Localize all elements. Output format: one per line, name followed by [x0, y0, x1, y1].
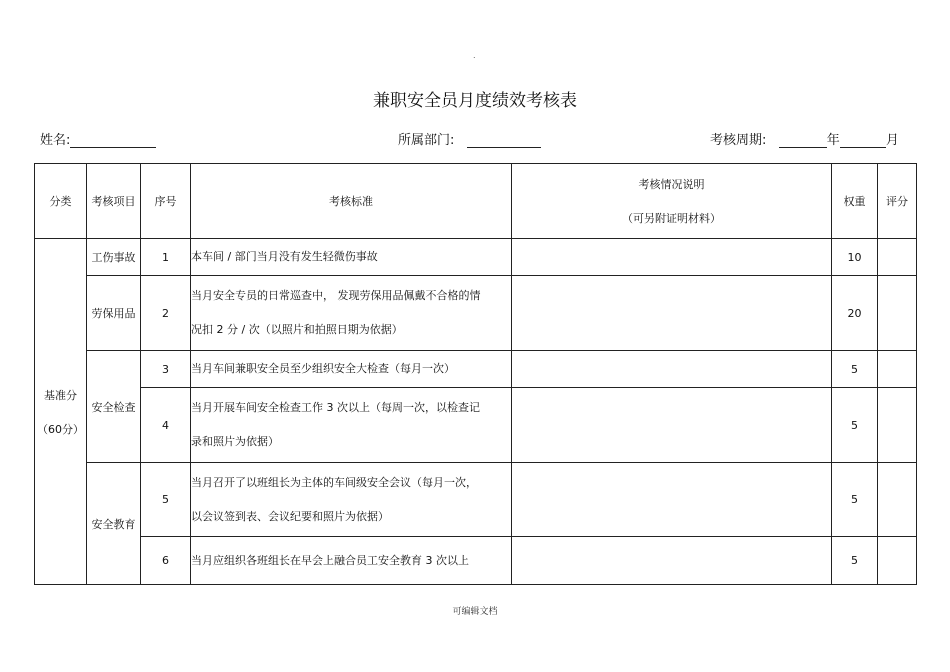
dept-field: [398, 129, 541, 148]
item-ppe: 劳保用品: [87, 276, 141, 351]
header-score: 评分: [878, 164, 917, 239]
row-standard: [191, 239, 512, 276]
row-standard-line: 本车间 / 部门当月没有发生轻微伤事故: [191, 250, 378, 263]
note-cell[interactable]: [512, 388, 832, 463]
row-standard-line: 录和照片为依据）: [191, 435, 279, 448]
header-category: 分类: [35, 164, 87, 239]
dept-blank: [467, 134, 541, 148]
table-row: [35, 276, 917, 351]
row-weight: 5: [832, 388, 878, 463]
header-no: 序号: [141, 164, 191, 239]
header-note-line1: 考核情况说明: [638, 178, 705, 191]
year-blank: [779, 134, 827, 148]
row-weight: 5: [832, 463, 878, 537]
row-standard-line: 况扣 2 分 / 次（以照片和拍照日期为依据）: [191, 323, 403, 336]
header-standard: 考核标准: [191, 164, 512, 239]
row-standard: [191, 388, 512, 463]
row-weight: 10: [832, 239, 878, 276]
score-cell[interactable]: [878, 276, 917, 351]
score-cell[interactable]: [878, 388, 917, 463]
row-no: 2: [141, 276, 191, 351]
item-inspection: 安全检查: [87, 351, 141, 463]
row-no: 3: [141, 351, 191, 388]
row-no: 4: [141, 388, 191, 463]
row-no: 6: [141, 537, 191, 585]
row-standard: [191, 463, 512, 537]
month-label: 月: [885, 133, 899, 148]
score-cell[interactable]: [878, 351, 917, 388]
table-row: [35, 351, 917, 388]
table-row: [35, 388, 917, 463]
footer-text: 可编辑文档: [452, 607, 498, 617]
row-standard-line: 当月应组织各班组长在早会上融合员工安全教育 3 次以上: [191, 553, 469, 567]
note-cell[interactable]: [512, 537, 832, 585]
row-weight: 20: [832, 276, 878, 351]
header-note: [512, 164, 832, 239]
row-no: 1: [141, 239, 191, 276]
row-standard: [191, 351, 512, 388]
item-injury: 工伤事故: [87, 239, 141, 276]
row-standard-line: 以会议签到表、会议纪要和照片为依据）: [191, 509, 389, 523]
table-header-row: [35, 164, 917, 239]
period-label: 考核周期:: [710, 133, 767, 148]
page-title: 兼职安全员月度绩效考核表: [373, 91, 577, 111]
category-line2: （60分）: [37, 422, 84, 436]
header-item: 考核项目: [87, 164, 141, 239]
table-row: [35, 239, 917, 276]
score-cell[interactable]: [878, 537, 917, 585]
name-field: [40, 129, 156, 148]
note-cell[interactable]: [512, 239, 832, 276]
header-note-line2: （可另附证明材料）: [622, 212, 721, 225]
score-cell[interactable]: [878, 239, 917, 276]
header-weight: 权重: [832, 164, 878, 239]
note-cell[interactable]: [512, 276, 832, 351]
row-no: 5: [141, 463, 191, 537]
row-weight: 5: [832, 537, 878, 585]
item-education: [87, 463, 141, 585]
score-cell[interactable]: [878, 463, 917, 537]
top-dot: .: [473, 51, 476, 60]
month-blank: [840, 134, 886, 148]
year-label: 年: [826, 133, 840, 148]
category-cell: [35, 239, 87, 585]
row-weight: 5: [832, 351, 878, 388]
note-cell[interactable]: [512, 463, 832, 537]
item-education-label: 安全教育: [91, 518, 136, 531]
row-standard-line: 当月安全专员的日常巡查中， 发现劳保用品佩戴不合格的情: [191, 289, 481, 302]
category-line1: 基准分: [44, 388, 77, 402]
row-standard: [191, 537, 512, 585]
note-cell[interactable]: [512, 351, 832, 388]
table-row: [35, 537, 917, 585]
dept-label: 所属部门:: [398, 133, 455, 148]
row-standard-line: 当月开展车间安全检查工作 3 次以上（每周一次，以检查记: [191, 401, 480, 414]
period-field: [710, 129, 899, 148]
table-row: [35, 463, 917, 537]
row-standard-line: 当月召开了以班组长为主体的车间级安全会议（每月一次，: [191, 475, 477, 489]
name-label: 姓名:: [40, 133, 71, 148]
name-blank: [70, 134, 156, 148]
row-standard: [191, 276, 512, 351]
assessment-table: [34, 163, 917, 585]
row-standard-line: 当月车间兼职安全员至少组织安全大检查（每月一次）: [191, 362, 455, 375]
